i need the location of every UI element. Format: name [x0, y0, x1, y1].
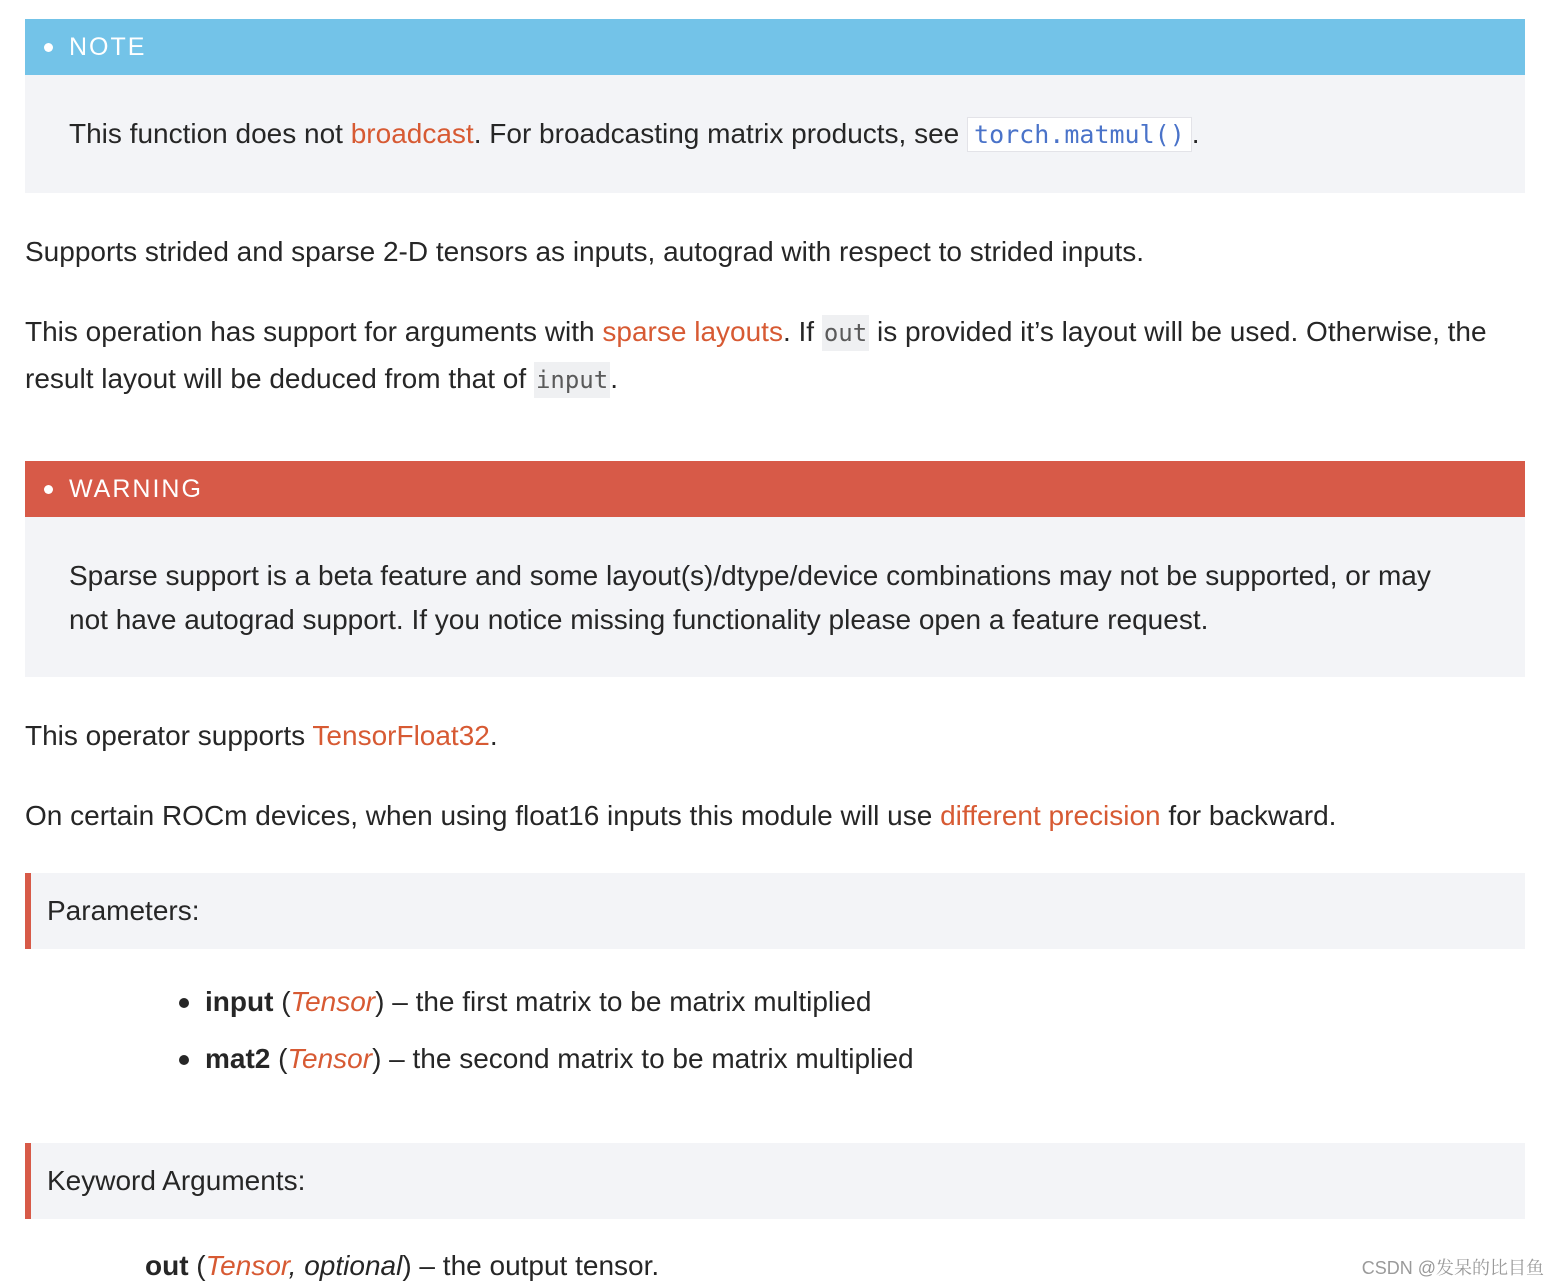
warning-body	[25, 517, 1525, 677]
param-close-paren: )	[375, 986, 385, 1017]
kwarg-close-paren: )	[402, 1250, 412, 1281]
sparse-text-3: is provided it’s layout will be used. Otherwise, the result layout will be deduced from that of	[25, 316, 1487, 394]
param-item-input	[205, 982, 871, 1022]
tf32-paragraph	[25, 713, 1525, 759]
warning-header	[25, 461, 1525, 517]
note-text-mid: . For broadcasting matrix products, see	[473, 118, 968, 149]
sparse-layouts-paragraph	[25, 309, 1525, 403]
tf32-text-2: .	[489, 720, 498, 751]
tensor-type-link[interactable]: Tensor	[287, 1043, 373, 1074]
bullet-icon	[179, 1055, 189, 1065]
note-body	[25, 75, 1525, 193]
out-code: out	[822, 315, 869, 351]
supports-paragraph: Supports strided and sparse 2-D tensors as inputs, autograd with respect to strided inputs.	[25, 236, 1145, 267]
sparse-text-2: . If	[782, 316, 822, 347]
kwarg-desc: – the output tensor.	[411, 1250, 660, 1281]
sparse-text-1: This operation has support for arguments with	[25, 316, 603, 347]
note-header	[25, 19, 1525, 75]
param-item-mat2	[205, 1039, 914, 1079]
tensor-type-link[interactable]: Tensor	[205, 1250, 289, 1281]
optional-label: optional	[304, 1250, 403, 1281]
kwarg-separator: ,	[288, 1250, 305, 1281]
tensor-type-link[interactable]: Tensor	[290, 986, 376, 1017]
bullet-icon	[179, 998, 189, 1008]
kwarg-open-paren: (	[188, 1250, 206, 1281]
warning-title: WARNING	[69, 475, 203, 503]
note-text-end: .	[1191, 118, 1200, 149]
keyword-arguments-heading: Keyword Arguments:	[25, 1143, 1525, 1219]
input-code: input	[534, 362, 610, 398]
note-title: NOTE	[69, 33, 147, 61]
tf32-text-1: This operator supports	[25, 720, 313, 751]
param-name: input	[205, 986, 274, 1017]
tensorfloat32-link[interactable]: TensorFloat32	[312, 720, 490, 751]
param-close-paren: )	[372, 1043, 382, 1074]
note-bullet-icon	[44, 43, 53, 52]
warning-text: Sparse support is a beta feature and some layout(s)/dtype/device combinations may not be supported, or may not have autograd support. If you notice missing functionality please open a feature request.	[69, 560, 1431, 635]
sparse-text-4: .	[610, 363, 618, 394]
rocm-text-2: for backward.	[1160, 800, 1337, 831]
param-open-paren: (	[273, 986, 291, 1017]
broadcast-link[interactable]: broadcast	[350, 118, 474, 149]
param-desc: – the second matrix to be matrix multiplied	[381, 1043, 914, 1074]
kwarg-item-out	[145, 1246, 659, 1286]
warning-bullet-icon	[44, 485, 53, 494]
parameters-heading: Parameters:	[25, 873, 1525, 949]
param-desc: – the first matrix to be matrix multiplied	[384, 986, 872, 1017]
rocm-paragraph	[25, 793, 1525, 839]
sparse-layouts-link[interactable]: sparse layouts	[602, 316, 783, 347]
param-open-paren: (	[270, 1043, 288, 1074]
torch-matmul-link[interactable]: torch.matmul()	[967, 117, 1192, 152]
note-text-before: This function does not	[69, 118, 351, 149]
different-precision-link[interactable]: different precision	[940, 800, 1161, 831]
csdn-watermark: CSDN @发呆的比目鱼	[1361, 1258, 1544, 1278]
kwarg-name: out	[145, 1250, 189, 1281]
param-name: mat2	[205, 1043, 271, 1074]
rocm-text-1: On certain ROCm devices, when using float16 inputs this module will use	[25, 800, 941, 831]
